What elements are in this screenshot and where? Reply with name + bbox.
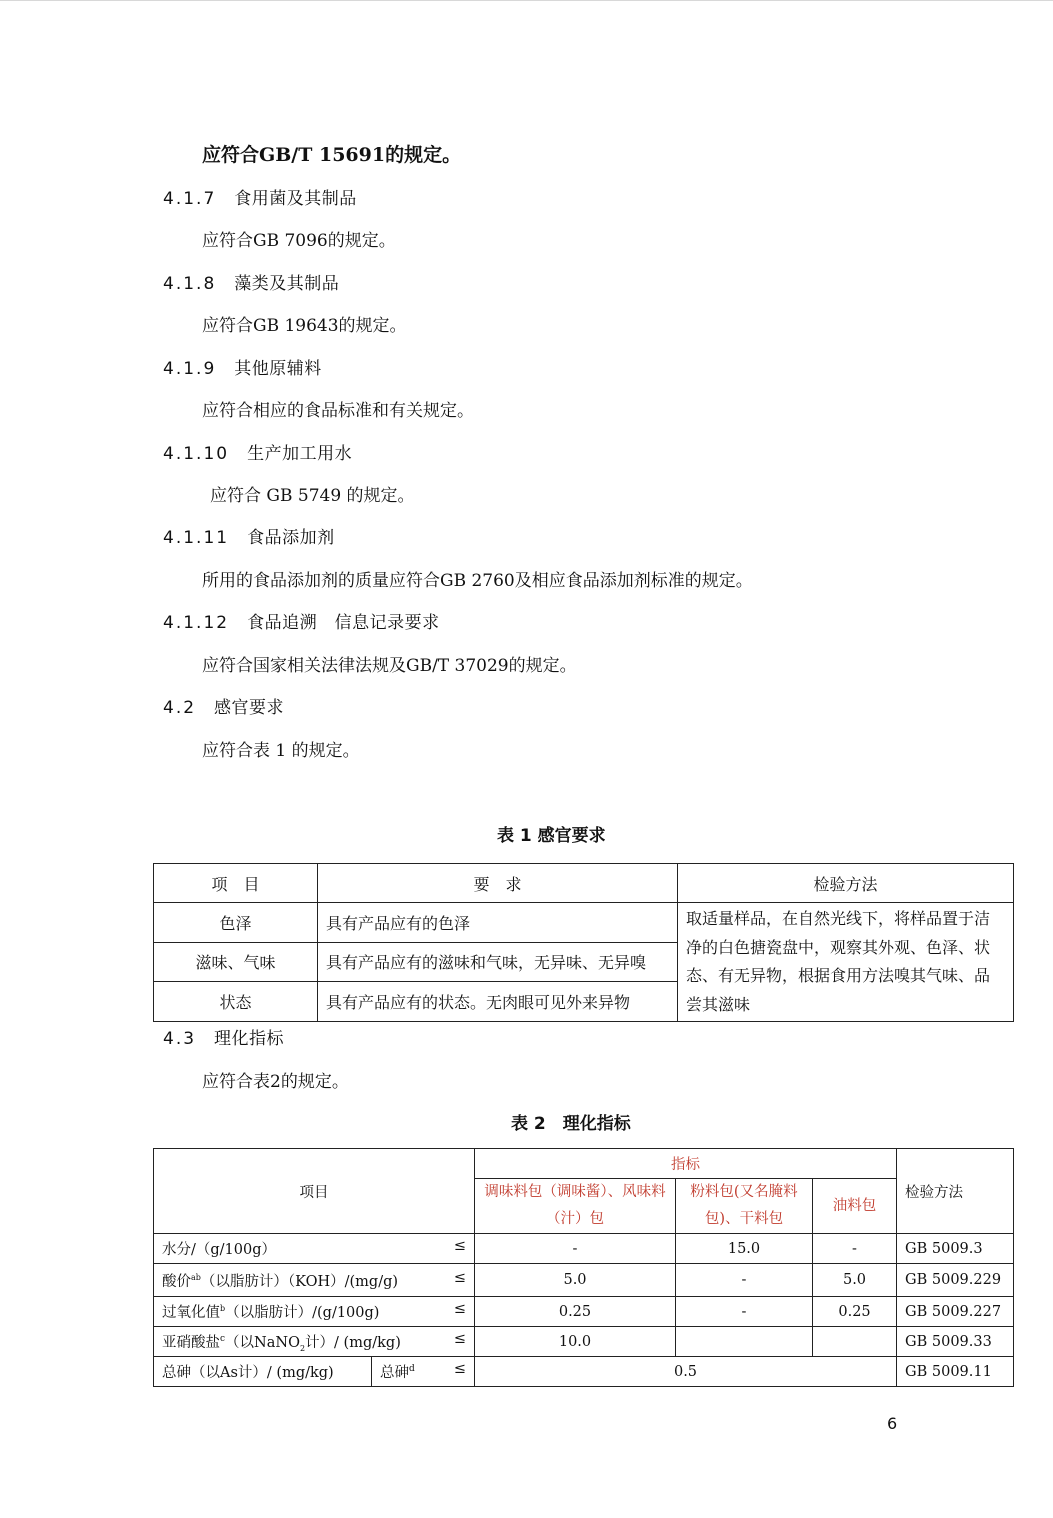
header-requirement: 要 求 [318,864,678,903]
row-subitem: 总砷$^d$ ≤ [372,1357,475,1387]
row-method: GB 5009.227 [897,1297,1014,1327]
value-seasoning: 0.25 [475,1297,676,1327]
section-body-4-1-8: 应符合GB 19643的规定。 [202,316,407,336]
table1-caption: 表 1 感官要求 [497,826,606,846]
header-method: 检验方法 [897,1149,1014,1234]
value-all: 0.5 [475,1357,897,1387]
row-item: 亚硝酸盐$^c$（以NaNO$_2$计）/ (mg/kg) ≤ [154,1327,475,1357]
section-heading-4-1-12: 4.1.12 食品追溯 信息记录要求 [163,613,440,633]
section-heading-4-1-11: 4.1.11 食品添加剂 [163,528,335,548]
row-requirement: 具有产品应有的色泽 [318,903,678,943]
row-requirement: 具有产品应有的滋味和气味，无异味、无异嗅 [318,942,678,982]
table-row [154,1234,1014,1264]
row-requirement: 具有产品应有的状态。无肉眼可见外来异物 [318,982,678,1022]
value-seasoning: 5.0 [475,1264,676,1297]
section-heading-4-1-7: 4.1.7 食用菌及其制品 [163,189,357,209]
physicochemical-table [153,1148,1014,1387]
row-method: GB 5009.229 [897,1264,1014,1297]
value-oil: 5.0 [813,1264,897,1297]
row-item: 总砷（以As计）/ (mg/kg) [154,1357,372,1387]
row-item: 滋味、气味 [154,942,318,982]
value-powder: - [676,1297,813,1327]
inspection-method: 取适量样品，在自然光线下，将样品置于洁净的白色搪瓷盘中，观察其外观、色泽、状态、有无异物，根据食用方法嗅其气味、品尝其滋味 [678,903,1014,1022]
table-row [154,1297,1014,1327]
row-method: GB 5009.3 [897,1234,1014,1264]
header-item: 项 目 [154,864,318,903]
top-border-line [0,0,1053,1]
value-seasoning: - [475,1234,676,1264]
section-body-4-2: 应符合表 1 的规定。 [202,741,360,761]
section-heading-4-1-10: 4.1.10 生产加工用水 [163,444,353,464]
header-method: 检验方法 [678,864,1014,903]
section-body-4-1-12: 应符合国家相关法律法规及GB/T 37029的规定。 [202,656,577,676]
table-header-row [154,864,1014,903]
subheader-oil-pack: 油料包 [813,1179,897,1234]
table2-caption: 表 2 理化指标 [511,1114,631,1134]
section-body-4-3: 应符合表2的规定。 [202,1072,349,1092]
value-seasoning: 10.0 [475,1327,676,1357]
value-oil [813,1327,897,1357]
subheader-seasoning-sauce-pack: 调味料包（调味酱）、风味料（汁）包 [475,1179,676,1234]
section-body-4-1-11: 所用的食品添加剂的质量应符合GB 2760及相应食品添加剂标准的规定。 [202,571,753,591]
table-row [154,1327,1014,1357]
lead-paragraph: 应符合GB/T 15691的规定。 [202,144,462,166]
header-index: 指标 [475,1149,897,1179]
section-heading-4-1-9: 4.1.9 其他原辅料 [163,359,322,379]
value-powder: - [676,1264,813,1297]
value-powder: 15.0 [676,1234,813,1264]
section-body-4-1-9: 应符合相应的食品标准和有关规定。 [202,401,474,421]
section-body-4-1-10: 应符合 GB 5749 的规定。 [210,486,415,506]
row-method: GB 5009.11 [897,1357,1014,1387]
subheader-powder-pack: 粉料包(又名腌料包)、干料包 [676,1179,813,1234]
row-item: 水分/（g/100g） ≤ [154,1234,475,1264]
sensory-requirements-table [153,863,1014,1022]
row-item: 状态 [154,982,318,1022]
row-method: GB 5009.33 [897,1327,1014,1357]
section-body-4-1-7: 应符合GB 7096的规定。 [202,231,396,251]
table-row [154,1264,1014,1297]
table-row [154,903,1014,943]
value-oil: 0.25 [813,1297,897,1327]
value-oil: - [813,1234,897,1264]
header-item: 项目 [154,1149,475,1234]
row-item: 酸价$^{ab}$（以脂肪计）（KOH）/(mg/g) ≤ [154,1264,475,1297]
table-row [154,1357,1014,1387]
section-heading-4-2: 4.2 感官要求 [163,698,285,718]
row-item: 过氧化值$^b$（以脂肪计）/(g/100g) ≤ [154,1297,475,1327]
section-heading-4-3: 4.3 理化指标 [163,1029,285,1049]
section-heading-4-1-8: 4.1.8 藻类及其制品 [163,274,340,294]
row-item: 色泽 [154,903,318,943]
value-powder [676,1327,813,1357]
table-header-row [154,1149,1014,1179]
page-number: 6 [887,1414,898,1433]
